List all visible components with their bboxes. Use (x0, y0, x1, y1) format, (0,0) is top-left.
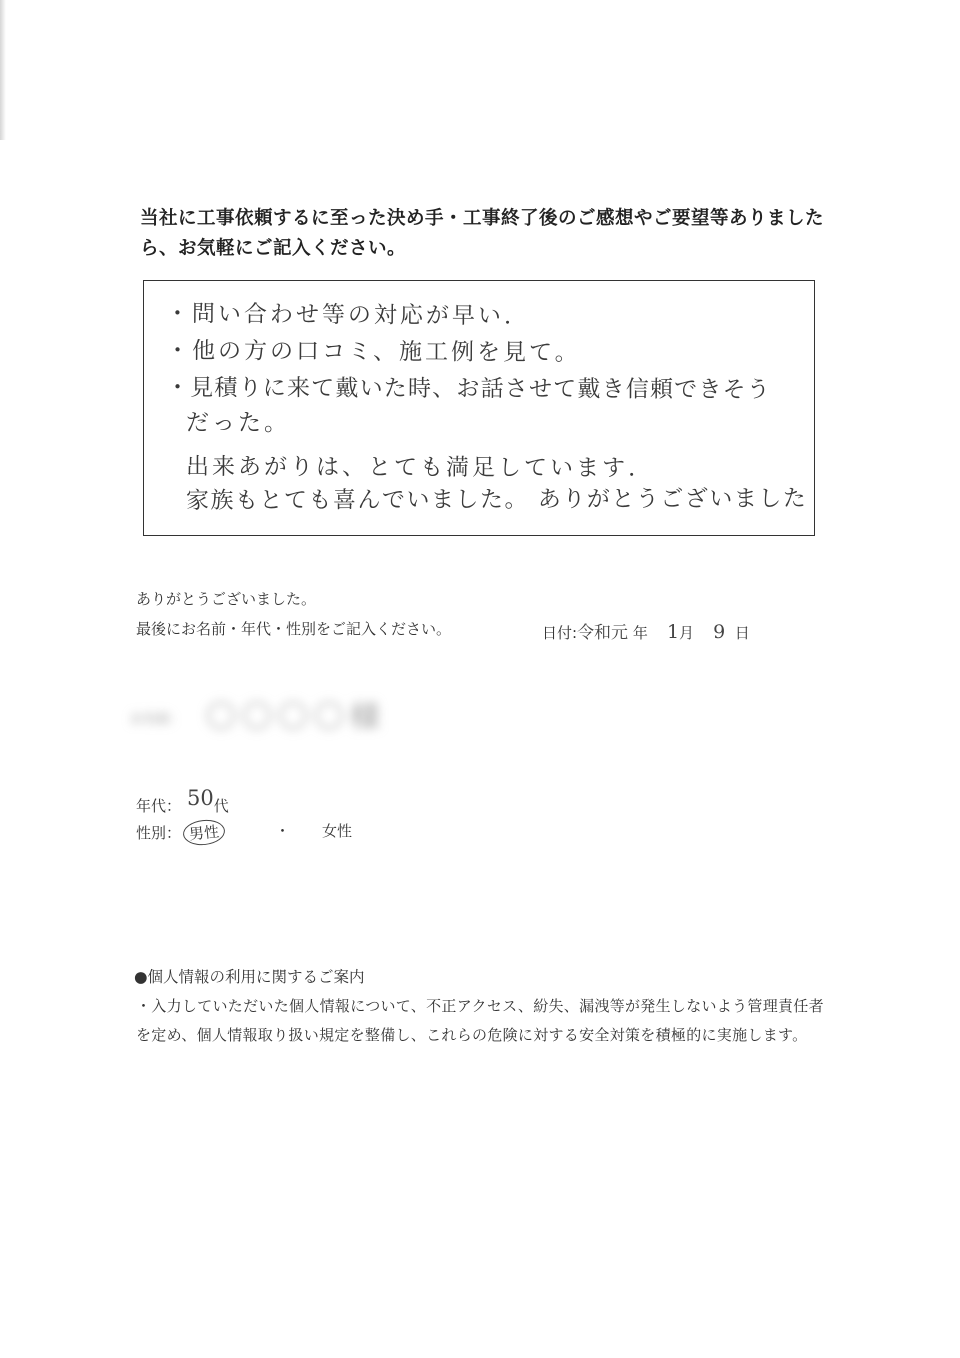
age-field (136, 786, 229, 816)
gender-field (136, 820, 225, 845)
gender-female: 女性 (322, 822, 353, 840)
privacy-heading: ●個人情報の利用に関するご案内 (134, 968, 365, 986)
age-unit: 代 (213, 797, 229, 815)
name-label: お名前: (130, 712, 174, 727)
answer-line: ・見積りに来て戴いた時、お話させて戴き信頼できそう (165, 375, 772, 404)
date-month-unit: 月 (679, 624, 695, 642)
privacy-body: ・入力していただいた個人情報について、不正アクセス、紛失、漏洩等が発生しないよう管理責任者を定め、個人情報取り扱い規定を整備し、これらの危険に対する安全対策を積極的に実施します。 (136, 997, 824, 1044)
date-year-unit: 年 (632, 624, 648, 642)
date-day: 9 (713, 621, 726, 643)
answer-line: ・他の方の口コミ、施工例を見て。 (165, 338, 581, 367)
gender-separator: ・ (275, 822, 291, 840)
date-era: 令和元 (577, 623, 629, 643)
thanks-text: ありがとうございました。 (136, 590, 317, 608)
answer-line: 出来あがりは、とても満足しています. (185, 454, 639, 482)
gender-male-circled: 男性 (182, 818, 226, 847)
date-month: 1 (666, 621, 680, 643)
instruction-text: 最後にお名前・年代・性別をご記入ください。 (136, 620, 452, 638)
scan-edge-shadow (0, 0, 6, 140)
answer-line: だった。 (186, 410, 290, 436)
age-value: 50 (187, 786, 214, 810)
date-label: 日付: (542, 624, 578, 642)
date-field (542, 618, 750, 643)
gender-label: 性別： (136, 824, 182, 842)
date-day-unit: 日 (734, 624, 750, 642)
question-title: 当社に工事依頼するに至った決め手・工事終了後のご感想やご要望等ありましたら、お気軽にご記入ください。 (140, 208, 825, 259)
age-label: 年代： (136, 797, 182, 815)
answer-line: 家族もとても喜んでいました。 ありがとうございました (185, 485, 808, 514)
name-value: 〇〇〇〇様 (206, 700, 386, 735)
answer-line: ・問い合わせ等の対応が早い. (165, 301, 515, 330)
